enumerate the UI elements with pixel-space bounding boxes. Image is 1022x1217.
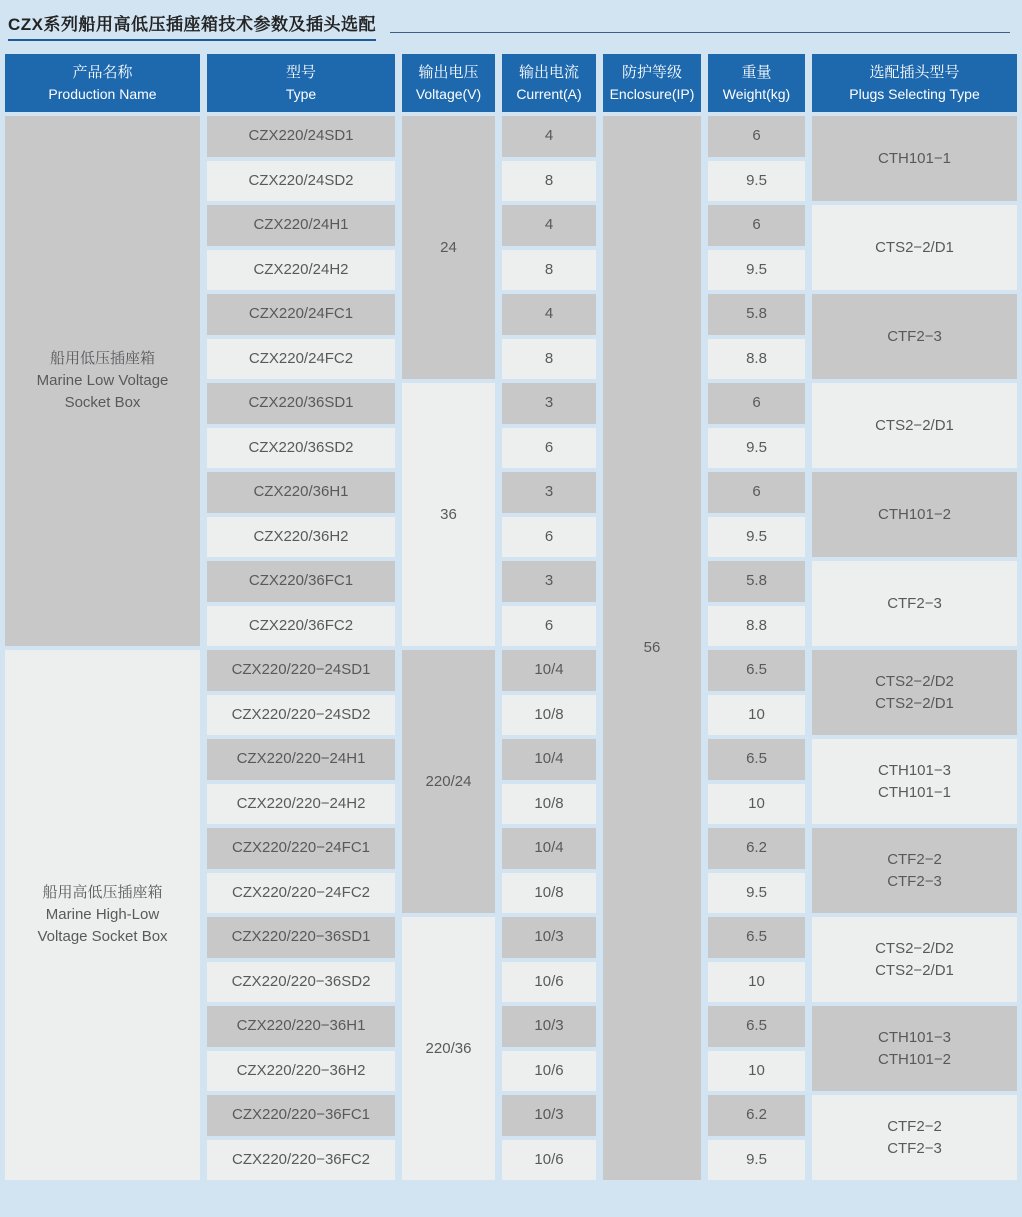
type-cell — [207, 828, 395, 869]
current-cell — [502, 828, 596, 869]
type-cell — [207, 116, 395, 157]
weight-cell-line: 6 — [752, 216, 761, 234]
current-cell-line: 6 — [544, 616, 554, 634]
type-cell-line: CZX220/220−24FC2 — [231, 883, 370, 901]
type-cell — [207, 472, 395, 513]
weight-cell-line: 10 — [748, 794, 765, 812]
type-cell-line: CZX220/220−36H2 — [236, 1061, 366, 1079]
type-cell-line: CZX220/36SD2 — [248, 438, 354, 456]
current-cell — [502, 383, 596, 424]
current-cell — [502, 1140, 596, 1181]
weight-cell — [708, 339, 805, 380]
weight-cell — [708, 873, 805, 914]
current-cell-line: 10/8 — [534, 705, 564, 723]
type-cell — [207, 205, 395, 246]
product-name-cell-line: 船用低压插座箱 — [49, 350, 155, 368]
weight-cell-line: 5.8 — [746, 305, 767, 323]
current-cell-line: 4 — [544, 305, 554, 323]
weight-cell — [708, 828, 805, 869]
type-cell — [207, 1006, 395, 1047]
header-cell-5 — [708, 54, 805, 112]
type-cell-line: CZX220/36H2 — [253, 527, 349, 545]
type-cell-line: CZX220/220−24SD2 — [231, 705, 371, 723]
weight-cell — [708, 517, 805, 558]
plug-cell-line: CTS2−2/D1 — [875, 416, 954, 434]
type-cell-line: CZX220/24FC2 — [248, 349, 354, 367]
type-cell — [207, 695, 395, 736]
weight-cell — [708, 383, 805, 424]
current-cell-line: 10/3 — [534, 1017, 564, 1035]
type-cell — [207, 784, 395, 825]
type-cell — [207, 561, 395, 602]
type-cell — [207, 383, 395, 424]
header-cell-1 — [207, 54, 395, 112]
weight-cell-line: 9.5 — [746, 1150, 767, 1168]
enclosure-cell-line: 56 — [643, 639, 661, 657]
plug-cell — [812, 1095, 1017, 1180]
header-cell-2-line: 输出电压 — [418, 63, 479, 81]
weight-cell — [708, 428, 805, 469]
current-cell — [502, 1051, 596, 1092]
weight-cell — [708, 1095, 805, 1136]
type-cell — [207, 339, 395, 380]
current-cell-line: 4 — [544, 127, 554, 145]
type-cell — [207, 739, 395, 780]
weight-cell-line: 6.2 — [746, 1106, 767, 1124]
weight-cell-line: 6.2 — [746, 839, 767, 857]
weight-cell — [708, 561, 805, 602]
weight-cell-line: 9.5 — [746, 171, 767, 189]
current-cell — [502, 1006, 596, 1047]
current-cell-line: 3 — [544, 483, 554, 501]
type-cell — [207, 962, 395, 1003]
current-cell — [502, 1095, 596, 1136]
plug-cell — [812, 561, 1017, 646]
current-cell — [502, 962, 596, 1003]
plug-cell-line: CTH101−3 — [878, 761, 951, 779]
type-cell-line: CZX220/24FC1 — [248, 305, 354, 323]
plug-cell — [812, 650, 1017, 735]
current-cell-line: 4 — [544, 216, 554, 234]
plug-cell-line: CTS2−2/D2 — [875, 672, 954, 690]
header-cell-2-line: Voltage(V) — [415, 85, 482, 102]
weight-cell — [708, 1051, 805, 1092]
weight-cell — [708, 917, 805, 958]
plug-cell — [812, 739, 1017, 824]
current-cell-line: 10/6 — [534, 972, 564, 990]
voltage-cell — [402, 650, 495, 913]
current-cell-line: 8 — [544, 260, 554, 278]
current-cell — [502, 517, 596, 558]
plug-cell — [812, 383, 1017, 468]
weight-cell-line: 6.5 — [746, 661, 767, 679]
voltage-cell-line: 36 — [440, 505, 457, 523]
type-cell-line: CZX220/220−36FC1 — [231, 1106, 370, 1124]
product-name-cell-line: Marine High-Low — [45, 906, 160, 924]
plug-cell-line: CTF2−3 — [887, 594, 942, 612]
current-cell — [502, 116, 596, 157]
type-cell-line: CZX220/24H2 — [253, 260, 349, 278]
weight-cell — [708, 250, 805, 291]
weight-cell-line: 10 — [748, 1061, 765, 1079]
header-cell-6-line: 选配插头型号 — [869, 63, 960, 81]
current-cell — [502, 606, 596, 647]
plug-cell-line: CTS2−2/D1 — [875, 961, 954, 979]
weight-cell-line: 6.5 — [746, 750, 767, 768]
weight-cell — [708, 116, 805, 157]
current-cell — [502, 695, 596, 736]
type-cell — [207, 517, 395, 558]
voltage-cell — [402, 383, 495, 646]
plug-cell — [812, 116, 1017, 201]
product-name-cell-line: Socket Box — [64, 393, 141, 411]
type-cell — [207, 873, 395, 914]
type-cell-line: CZX220/220−36SD2 — [231, 972, 371, 990]
plug-cell-line: CTH101−1 — [878, 149, 951, 167]
plug-cell-line: CTH101−2 — [878, 1050, 951, 1068]
plug-cell-line: CTF2−3 — [887, 327, 942, 345]
type-cell-line: CZX220/36FC2 — [248, 616, 354, 634]
current-cell-line: 10/6 — [534, 1150, 564, 1168]
header-cell-0 — [5, 54, 200, 112]
weight-cell-line: 10 — [748, 972, 765, 990]
type-cell-line: CZX220/220−36FC2 — [231, 1150, 370, 1168]
type-cell-line: CZX220/36FC1 — [248, 572, 354, 590]
type-cell-line: CZX220/220−36SD1 — [231, 928, 371, 946]
type-cell-line: CZX220/220−36H1 — [236, 1017, 366, 1035]
current-cell-line: 10/3 — [534, 928, 564, 946]
plug-cell — [812, 1006, 1017, 1091]
current-cell — [502, 873, 596, 914]
current-cell-line: 10/4 — [534, 750, 564, 768]
voltage-cell-line: 24 — [440, 238, 457, 256]
weight-cell — [708, 1140, 805, 1181]
header-cell-2 — [402, 54, 495, 112]
weight-cell — [708, 161, 805, 202]
voltage-cell-line: 220/36 — [425, 1039, 472, 1057]
current-cell — [502, 739, 596, 780]
current-cell — [502, 784, 596, 825]
weight-cell-line: 8.8 — [746, 616, 767, 634]
header-cell-3-line: 输出电流 — [518, 63, 579, 81]
header-cell-0-line: Production Name — [48, 85, 157, 102]
weight-cell-line: 10 — [748, 705, 765, 723]
header-cell-6-line: Plugs Selecting Type — [849, 85, 980, 102]
header-cell-0-line: 产品名称 — [72, 63, 133, 81]
header-cell-5-line: 重量 — [741, 63, 772, 81]
current-cell — [502, 161, 596, 202]
type-cell — [207, 161, 395, 202]
type-cell-line: CZX220/220−24FC1 — [231, 839, 370, 857]
weight-cell — [708, 606, 805, 647]
header-cell-4-line: 防护等级 — [621, 63, 682, 81]
product-name-cell-line: Marine Low Voltage — [36, 372, 169, 390]
header-cell-4 — [603, 54, 701, 112]
type-cell-line: CZX220/36SD1 — [248, 394, 354, 412]
weight-cell-line: 6.5 — [746, 1017, 767, 1035]
current-cell — [502, 650, 596, 691]
header-cell-1-line: 型号 — [285, 63, 316, 81]
current-cell-line: 6 — [544, 527, 554, 545]
current-cell-line: 3 — [544, 572, 554, 590]
type-cell — [207, 428, 395, 469]
weight-cell — [708, 294, 805, 335]
product-name-cell-line: 船用高低压插座箱 — [42, 884, 163, 902]
current-cell-line: 10/4 — [534, 661, 564, 679]
weight-cell-line: 9.5 — [746, 527, 767, 545]
weight-cell — [708, 962, 805, 1003]
header-cell-6 — [812, 54, 1017, 112]
type-cell-line: CZX220/220−24SD1 — [231, 661, 371, 679]
plug-cell — [812, 294, 1017, 379]
type-cell — [207, 1095, 395, 1136]
current-cell-line: 10/6 — [534, 1061, 564, 1079]
plug-cell-line: CTH101−1 — [878, 783, 951, 801]
weight-cell-line: 5.8 — [746, 572, 767, 590]
weight-cell-line: 9.5 — [746, 883, 767, 901]
plug-cell-line: CTF2−3 — [887, 872, 942, 890]
plug-cell-line: CTS2−2/D2 — [875, 939, 954, 957]
product-name-cell — [5, 116, 200, 646]
current-cell — [502, 917, 596, 958]
type-cell — [207, 1051, 395, 1092]
current-cell — [502, 205, 596, 246]
current-cell — [502, 428, 596, 469]
current-cell-line: 10/3 — [534, 1106, 564, 1124]
spec-table — [5, 54, 1017, 1180]
type-cell — [207, 650, 395, 691]
plug-cell-line: CTF2−2 — [887, 850, 942, 868]
type-cell-line: CZX220/36H1 — [253, 483, 349, 501]
type-cell-line: CZX220/220−24H1 — [236, 750, 366, 768]
type-cell — [207, 917, 395, 958]
plug-cell-line: CTF2−2 — [887, 1117, 942, 1135]
header-cell-4-line: Enclosure(IP) — [609, 85, 695, 102]
voltage-cell — [402, 116, 495, 379]
header-cell-5-line: Weight(kg) — [722, 85, 791, 102]
type-cell-line: CZX220/220−24H2 — [236, 794, 366, 812]
type-cell-line: CZX220/24H1 — [253, 216, 349, 234]
plug-cell-line: CTH101−2 — [878, 505, 951, 523]
voltage-cell-line: 220/24 — [425, 772, 472, 790]
weight-cell-line: 6 — [752, 127, 761, 145]
type-cell — [207, 1140, 395, 1181]
product-name-cell-line: Voltage Socket Box — [37, 927, 168, 945]
page-title: CZX系列船用高低压插座箱技术参数及插头选配 — [8, 10, 376, 41]
weight-cell-line: 9.5 — [746, 260, 767, 278]
current-cell — [502, 472, 596, 513]
current-cell-line: 10/8 — [534, 883, 564, 901]
current-cell — [502, 561, 596, 602]
plug-cell — [812, 205, 1017, 290]
current-cell — [502, 294, 596, 335]
weight-cell-line: 6 — [752, 483, 761, 501]
header-cell-3 — [502, 54, 596, 112]
product-name-cell — [5, 650, 200, 1180]
plug-cell-line: CTS2−2/D1 — [875, 694, 954, 712]
weight-cell-line: 6.5 — [746, 928, 767, 946]
plug-cell — [812, 828, 1017, 913]
enclosure-cell — [603, 116, 701, 1180]
plug-cell-line: CTF2−3 — [887, 1139, 942, 1157]
current-cell — [502, 339, 596, 380]
header-cell-3-line: Current(A) — [516, 85, 582, 102]
weight-cell-line: 6 — [752, 394, 761, 412]
weight-cell-line: 8.8 — [746, 349, 767, 367]
current-cell-line: 10/4 — [534, 839, 564, 857]
current-cell-line: 6 — [544, 438, 554, 456]
weight-cell — [708, 650, 805, 691]
header-cell-1-line: Type — [285, 85, 317, 102]
current-cell — [502, 250, 596, 291]
current-cell-line: 3 — [544, 394, 554, 412]
weight-cell — [708, 205, 805, 246]
current-cell-line: 8 — [544, 171, 554, 189]
plug-cell — [812, 917, 1017, 1002]
weight-cell — [708, 695, 805, 736]
type-cell — [207, 250, 395, 291]
weight-cell — [708, 784, 805, 825]
plug-cell-line: CTS2−2/D1 — [875, 238, 954, 256]
type-cell-line: CZX220/24SD1 — [248, 127, 354, 145]
current-cell-line: 8 — [544, 349, 554, 367]
weight-cell-line: 9.5 — [746, 438, 767, 456]
weight-cell — [708, 1006, 805, 1047]
plug-cell — [812, 472, 1017, 557]
title-row — [0, 0, 1022, 41]
type-cell — [207, 294, 395, 335]
voltage-cell — [402, 917, 495, 1180]
type-cell-line: CZX220/24SD2 — [248, 171, 354, 189]
title-rule — [390, 32, 1010, 33]
weight-cell — [708, 472, 805, 513]
current-cell-line: 10/8 — [534, 794, 564, 812]
weight-cell — [708, 739, 805, 780]
plug-cell-line: CTH101−3 — [878, 1028, 951, 1046]
type-cell — [207, 606, 395, 647]
